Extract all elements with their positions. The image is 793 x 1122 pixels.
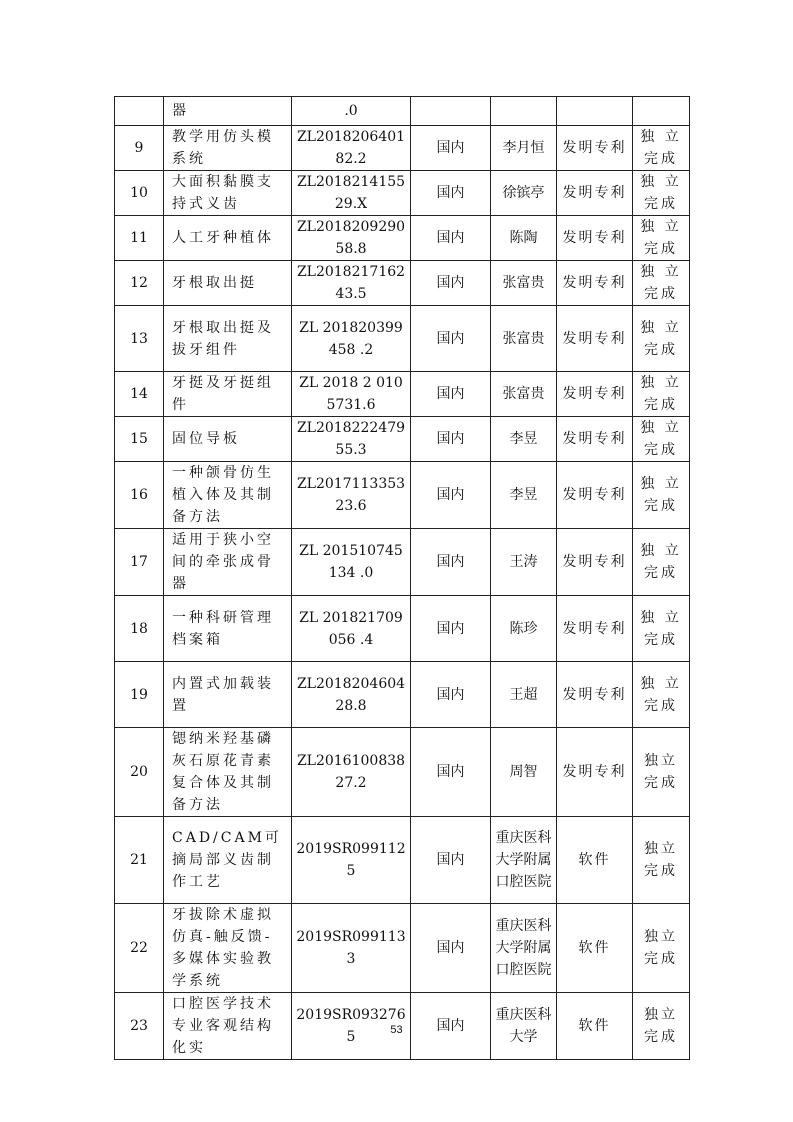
row-number-cell: 22 <box>115 904 164 993</box>
patent-name-cell: 适用于狭小空间的牵张成骨器 <box>164 529 292 596</box>
cooperation-cell: 独 立完成 <box>633 462 690 529</box>
cooperation-cell: 独立完成 <box>633 904 690 993</box>
inventor-cell: 重庆医科大学 <box>491 993 557 1060</box>
inventor-cell: 重庆医科大学附属口腔医院 <box>491 904 557 993</box>
row-number-cell: 9 <box>115 126 164 171</box>
cooperation-cell <box>633 97 690 126</box>
inventor-cell: 周智 <box>491 728 557 817</box>
table-row <box>115 97 690 126</box>
patent-number-cell: ZL201821415529.X <box>292 171 411 216</box>
patent-name-cell: 大面积黏膜支持式义齿 <box>164 171 292 216</box>
patent-number-cell: ZL201822247955.3 <box>292 417 411 462</box>
region-cell: 国内 <box>411 306 491 372</box>
region-cell: 国内 <box>411 372 491 417</box>
patent-type-cell: 发明专利 <box>557 728 633 817</box>
patent-name-cell: 一种颌骨仿生植入体及其制备方法 <box>164 462 292 529</box>
cooperation-cell: 独 立完成 <box>633 171 690 216</box>
inventor-cell: 李昱 <box>491 417 557 462</box>
inventor-cell: 张富贵 <box>491 306 557 372</box>
inventor-cell: 李昱 <box>491 462 557 529</box>
region-cell: 国内 <box>411 216 491 261</box>
row-number-cell: 20 <box>115 728 164 817</box>
table-row <box>115 306 690 372</box>
patent-type-cell: 发明专利 <box>557 462 633 529</box>
region-cell: 国内 <box>411 904 491 993</box>
row-number-cell: 11 <box>115 216 164 261</box>
inventor-cell <box>491 97 557 126</box>
cooperation-cell: 独 立完成 <box>633 529 690 596</box>
region-cell <box>411 97 491 126</box>
table-row <box>115 529 690 596</box>
patent-type-cell: 发明专利 <box>557 216 633 261</box>
cooperation-cell: 独 立完成 <box>633 596 690 662</box>
cooperation-cell: 独 立完成 <box>633 261 690 306</box>
table-row <box>115 372 690 417</box>
patent-type-cell: 发明专利 <box>557 529 633 596</box>
patent-number-cell: ZL 201821709056 .4 <box>292 596 411 662</box>
patent-number-cell: 2019SR0991133 <box>292 904 411 993</box>
table-row <box>115 817 690 904</box>
cooperation-cell: 独 立完成 <box>633 662 690 728</box>
row-number-cell: 21 <box>115 817 164 904</box>
row-number-cell: 15 <box>115 417 164 462</box>
patent-number-cell: 2019SR0932765 <box>292 993 411 1060</box>
patent-name-cell: 教学用仿头模系统 <box>164 126 292 171</box>
row-number-cell: 12 <box>115 261 164 306</box>
patent-name-cell: 牙根取出挺 <box>164 261 292 306</box>
inventor-cell: 陈陶 <box>491 216 557 261</box>
patent-name-cell: 器 <box>164 97 292 126</box>
patent-type-cell: 发明专利 <box>557 261 633 306</box>
row-number-cell: 14 <box>115 372 164 417</box>
patent-name-cell: 牙拔除术虚拟仿真-触反馈-多媒体实验教学系统 <box>164 904 292 993</box>
cooperation-cell: 独 立完成 <box>633 126 690 171</box>
row-number-cell <box>115 97 164 126</box>
region-cell: 国内 <box>411 728 491 817</box>
patent-number-cell: ZL201610083827.2 <box>292 728 411 817</box>
region-cell: 国内 <box>411 529 491 596</box>
patent-number-cell: ZL 201510745134 .0 <box>292 529 411 596</box>
inventor-cell: 李月恒 <box>491 126 557 171</box>
patent-type-cell: 发明专利 <box>557 306 633 372</box>
cooperation-cell: 独 立完成 <box>633 372 690 417</box>
table-row <box>115 728 690 817</box>
region-cell: 国内 <box>411 126 491 171</box>
patent-number-cell: ZL201820929058.8 <box>292 216 411 261</box>
table-row <box>115 171 690 216</box>
inventor-cell: 张富贵 <box>491 261 557 306</box>
region-cell: 国内 <box>411 596 491 662</box>
table-row <box>115 261 690 306</box>
table-row <box>115 417 690 462</box>
region-cell: 国内 <box>411 417 491 462</box>
row-number-cell: 18 <box>115 596 164 662</box>
cooperation-cell: 独 立完成 <box>633 306 690 372</box>
region-cell: 国内 <box>411 662 491 728</box>
patent-table <box>114 96 690 1060</box>
cooperation-cell: 独立完成 <box>633 817 690 904</box>
patent-name-cell: 人工牙种植体 <box>164 216 292 261</box>
patent-name-cell: 一种科研管理档案箱 <box>164 596 292 662</box>
patent-type-cell: 发明专利 <box>557 126 633 171</box>
row-number-cell: 23 <box>115 993 164 1060</box>
patent-type-cell <box>557 97 633 126</box>
patent-number-cell: ZL201821716243.5 <box>292 261 411 306</box>
region-cell: 国内 <box>411 261 491 306</box>
inventor-cell: 张富贵 <box>491 372 557 417</box>
patent-table-body <box>115 97 690 1060</box>
patent-name-cell: 牙根取出挺及拔牙组件 <box>164 306 292 372</box>
patent-type-cell: 软件 <box>557 817 633 904</box>
patent-name-cell: 口腔医学技术专业客观结构化实 <box>164 993 292 1060</box>
inventor-cell: 陈珍 <box>491 596 557 662</box>
inventor-cell: 重庆医科大学附属口腔医院 <box>491 817 557 904</box>
patent-name-cell: 固位导板 <box>164 417 292 462</box>
region-cell: 国内 <box>411 993 491 1060</box>
cooperation-cell: 独立完成 <box>633 993 690 1060</box>
table-row <box>115 216 690 261</box>
table-row <box>115 904 690 993</box>
row-number-cell: 19 <box>115 662 164 728</box>
cooperation-cell: 独 立完成 <box>633 417 690 462</box>
patent-type-cell: 发明专利 <box>557 171 633 216</box>
patent-type-cell: 发明专利 <box>557 372 633 417</box>
inventor-cell: 徐镔亭 <box>491 171 557 216</box>
table-row <box>115 596 690 662</box>
page-number: 53 <box>390 1024 403 1036</box>
patent-name-cell: CAD/CAM可摘局部义齿制作工艺 <box>164 817 292 904</box>
patent-number-cell: 2019SR0991125 <box>292 817 411 904</box>
patent-name-cell: 内置式加载装置 <box>164 662 292 728</box>
row-number-cell: 13 <box>115 306 164 372</box>
patent-number-cell: .0 <box>292 97 411 126</box>
patent-type-cell: 软件 <box>557 993 633 1060</box>
patent-number-cell: ZL201820460428.8 <box>292 662 411 728</box>
row-number-cell: 16 <box>115 462 164 529</box>
patent-type-cell: 软件 <box>557 904 633 993</box>
table-row <box>115 462 690 529</box>
region-cell: 国内 <box>411 171 491 216</box>
cooperation-cell: 独立完成 <box>633 728 690 817</box>
patent-type-cell: 发明专利 <box>557 417 633 462</box>
patent-name-cell: 牙挺及牙挺组件 <box>164 372 292 417</box>
table-row <box>115 662 690 728</box>
patent-name-cell: 锶纳米羟基磷灰石原花青素复合体及其制备方法 <box>164 728 292 817</box>
row-number-cell: 10 <box>115 171 164 216</box>
table-row <box>115 126 690 171</box>
inventor-cell: 王涛 <box>491 529 557 596</box>
row-number-cell: 17 <box>115 529 164 596</box>
region-cell: 国内 <box>411 817 491 904</box>
patent-type-cell: 发明专利 <box>557 596 633 662</box>
region-cell: 国内 <box>411 462 491 529</box>
inventor-cell: 王超 <box>491 662 557 728</box>
patent-number-cell: ZL 2018 2 0105731.6 <box>292 372 411 417</box>
cooperation-cell: 独 立完成 <box>633 216 690 261</box>
patent-number-cell: ZL 201820399458 .2 <box>292 306 411 372</box>
patent-number-cell: ZL201820640182.2 <box>292 126 411 171</box>
patent-type-cell: 发明专利 <box>557 662 633 728</box>
patent-number-cell: ZL201711335323.6 <box>292 462 411 529</box>
